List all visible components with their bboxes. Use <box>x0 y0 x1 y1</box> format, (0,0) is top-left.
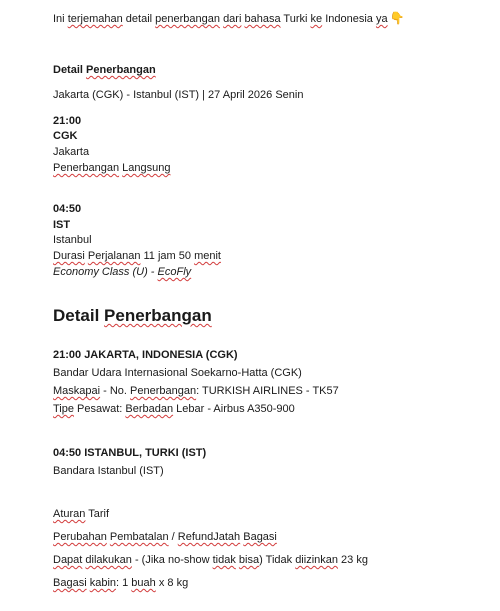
duration-line: Durasi Perjalanan 11 jam 50 menit <box>53 250 221 262</box>
fare-rules-line: Aturan Tarif <box>53 508 110 520</box>
arrival-header: 04:50 ISTANBUL, TURKI (IST) <box>53 447 207 459</box>
intro-line: Ini terjemahan detail penerbangan dari bahasa Turki ke Indonesia ya 👇 <box>53 11 405 25</box>
departure-airport: Bandar Udara Internasional Soekarno-Hatta (CGK) <box>53 367 302 379</box>
aircraft-line: Tipe Pesawat: Berbadan Lebar - Airbus A350-900 <box>53 403 295 415</box>
pointing-down-icon: 👇 <box>389 11 405 25</box>
policy-line: Dapat dilakukan - (Jika no-show tidak bisa) Tidak diizinkan 23 kg <box>53 554 368 566</box>
fare-class-line: Economy Class (U) - EcoFly <box>53 266 192 278</box>
arrival-code: IST <box>53 219 71 231</box>
arrival-airport: Bandara Istanbul (IST) <box>53 465 164 477</box>
departure-code: CGK <box>53 130 78 142</box>
departure-header: 21:00 JAKARTA, INDONESIA (CGK) <box>53 349 238 361</box>
departure-time: 21:00 <box>53 115 82 127</box>
arrival-time: 04:50 <box>53 203 82 215</box>
direct-flight-label: Penerbangan Langsung <box>53 162 171 174</box>
route-line: Jakarta (CGK) - Istanbul (IST) | 27 April 2026 Senin <box>53 89 304 101</box>
airline-line: Maskapai - No. Penerbangan: TURKISH AIRLINES - TK57 <box>53 385 339 397</box>
arrival-city: Istanbul <box>53 234 92 246</box>
departure-city: Jakarta <box>53 146 90 158</box>
cabin-baggage-line: Bagasi kabin: 1 buah x 8 kg <box>53 577 189 589</box>
section-heading: Detail Penerbangan <box>53 306 212 325</box>
section-title: Detail Penerbangan <box>53 64 156 76</box>
changes-baggage-line: Perubahan Pembatalan / RefundJatah Bagasi <box>53 531 277 543</box>
